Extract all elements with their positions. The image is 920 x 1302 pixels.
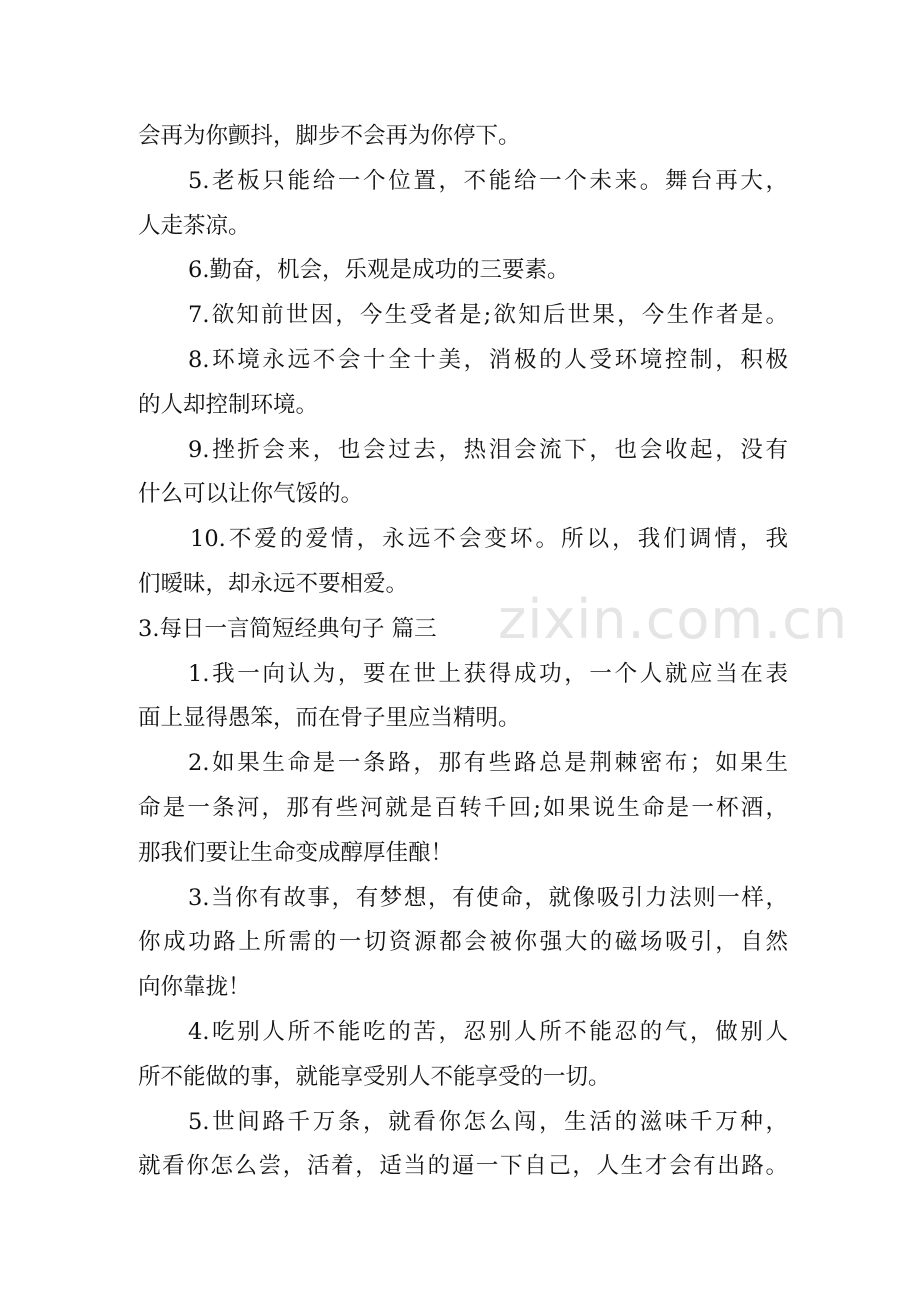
text-line-1: 会再为你颤抖，脚步不会再为你停下。: [138, 123, 521, 149]
text-line-18: 3.当你有故事，有梦想，有使命，就像吸引力法则一样，: [188, 884, 788, 911]
text-line-2: 5.老板只能给一个位置，不能给一个未来。舞台再大，: [188, 167, 788, 194]
section-heading: 3.每日一言简短经典句子 篇三: [138, 615, 437, 642]
text-line-17: 那我们要让生命变成醇厚佳酿！: [138, 839, 454, 866]
document-body: [138, 114, 788, 1189]
text-line-11: 们暧昧，却永远不要相爱。: [138, 570, 409, 597]
text-line-14: 面上显得愚笨，而在骨子里应当精明。: [138, 705, 521, 732]
text-line-19: 你成功路上所需的一切资源都会被你强大的磁场吸引，自然: [138, 929, 788, 956]
text-line-4: 6.勤奋，机会，乐观是成功的三要素。: [188, 257, 570, 284]
text-line-21: 4.吃别人所不能吃的苦，忍别人所不能忍的气，做别人: [188, 1018, 788, 1045]
watermark: zixin.com.cn: [498, 588, 849, 651]
text-line-7: 的人却控制环境。: [138, 391, 319, 418]
text-line-20: 向你靠拢！: [138, 974, 251, 1001]
text-line-22: 所不能做的事，就能享受别人不能享受的一切。: [138, 1063, 611, 1090]
text-line-23: 5.世间路千万条，就看你怎么闯，生活的滋味千万种，: [188, 1108, 788, 1135]
text-line-16: 命是一条河，那有些河就是百转千回;如果说生命是一杯酒，: [138, 794, 788, 821]
text-line-9: 什么可以让你气馁的。: [138, 481, 364, 508]
text-line-8: 9.挫折会来，也会过去，热泪会流下，也会收起，没有: [188, 436, 788, 463]
text-line-13: 1.我一向认为，要在世上获得成功，一个人就应当在表: [188, 660, 788, 687]
text-line-6: 8.环境永远不会十全十美，消极的人受环境控制，积极: [188, 346, 788, 373]
text-line-15: 2.如果生命是一条路，那有些路总是荆棘密布；如果生: [188, 750, 788, 777]
text-line-3: 人走茶凉。: [138, 212, 251, 239]
text-line-5: 7.欲知前世因，今生受者是;欲知后世果，今生作者是。: [188, 302, 788, 329]
text-line-10: 10.不爱的爱情，永远不会变坏。所以，我们调情，我: [190, 526, 788, 553]
text-line-24: 就看你怎么尝，活着，适当的逼一下自己，人生才会有出路。: [138, 1153, 788, 1180]
